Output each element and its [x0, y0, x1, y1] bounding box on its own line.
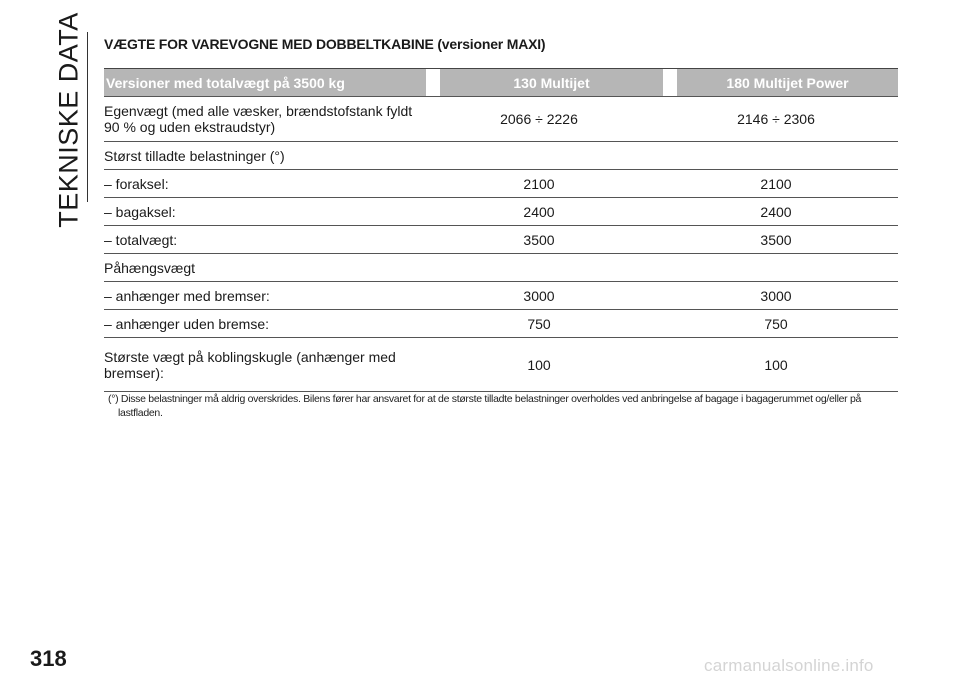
table-row [104, 310, 898, 338]
table-row [104, 142, 898, 170]
table-row [104, 282, 898, 310]
table-row [104, 338, 898, 392]
row-value-130: 3000 [523, 287, 555, 304]
row-label: Påhængsvægt [104, 259, 196, 276]
row-value-130: 2066 ÷ 2226 [500, 111, 578, 127]
table-row [104, 198, 898, 226]
table-row [104, 226, 898, 254]
side-divider [87, 32, 88, 202]
table-row [104, 254, 898, 282]
row-value-180: 2146 ÷ 2306 [737, 111, 815, 127]
row-label: – totalvægt: [104, 231, 178, 248]
weights-table [104, 68, 898, 392]
footnote-line-2: lastfladen. [118, 407, 163, 419]
row-value-130: 2100 [523, 175, 555, 192]
table-header-180-multijet-power: 180 Multijet Power [677, 69, 898, 96]
table-header-130-multijet: 130 Multijet [440, 69, 663, 96]
row-value-130: 2400 [523, 203, 555, 220]
table-header-versions: Versioner med totalvægt på 3500 kg [104, 69, 426, 96]
row-value-130: 3500 [523, 231, 555, 248]
footnote-line-1: (°) Disse belastninger må aldrig overskrides. Bilens fører har ansvaret for at de største tilladte belastninger overholdes ved anbringelse af bagage i bagagerummet og/eller på [108, 393, 862, 405]
row-label: Største vægt på koblingskugle (anhænger med bremser): [104, 348, 396, 381]
row-label: – bagaksel: [104, 203, 176, 220]
row-value-130: 100 [527, 356, 551, 373]
row-label: – foraksel: [104, 175, 169, 192]
section-title: VÆGTE FOR VAREVOGNE MED DOBBELTKABINE (versioner MAXI) [104, 36, 546, 52]
row-value-180: 750 [764, 315, 788, 332]
table-row [104, 170, 898, 198]
row-label: – anhænger uden bremse: [104, 315, 269, 332]
row-label: Egenvægt (med alle væsker, brændstofstank fyldt 90 % og uden ekstraudstyr) [104, 103, 413, 135]
header-gap [663, 69, 677, 96]
footnote [108, 392, 898, 420]
row-value-130: 750 [527, 315, 551, 332]
row-value-180: 100 [764, 356, 788, 373]
row-value-180: 2400 [760, 203, 792, 220]
table-row [104, 96, 898, 142]
row-label: – anhænger med bremser: [104, 287, 270, 304]
row-label: Størst tilladte belastninger (°) [104, 147, 285, 164]
row-value-180: 3000 [760, 287, 792, 304]
row-value-180: 3500 [760, 231, 792, 248]
watermark: carmanualsonline.info [704, 656, 874, 675]
header-gap [426, 69, 440, 96]
row-value-180: 2100 [760, 175, 792, 192]
side-section-title-text: TEKNISKE DATA [53, 11, 84, 228]
side-section-title [48, 11, 90, 228]
page-number: 318 [30, 646, 67, 671]
table-header-row [104, 68, 898, 96]
